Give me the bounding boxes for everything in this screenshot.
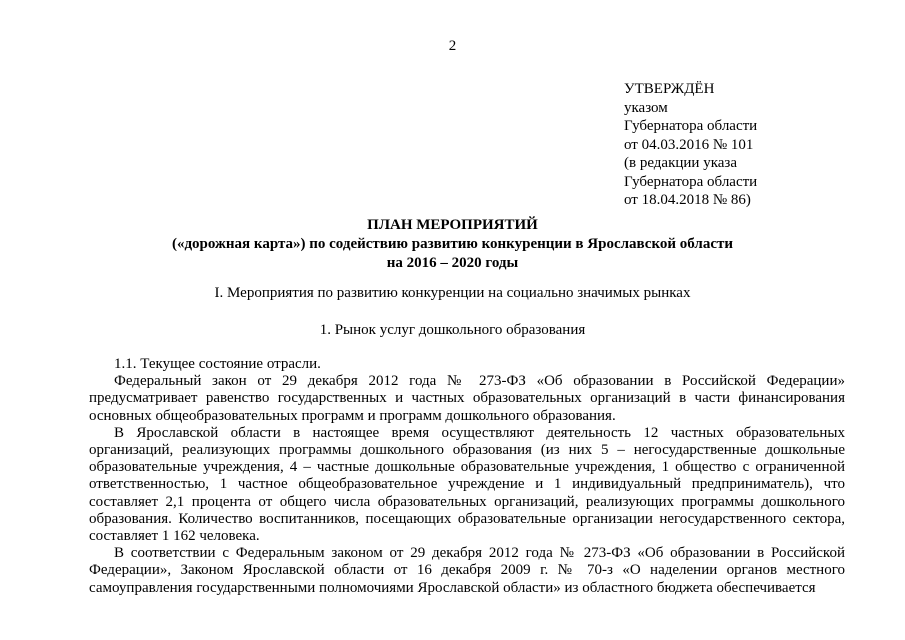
subsection-heading: 1. Рынок услуг дошкольного образования [319,322,586,338]
paragraph: В соответствии с Федеральным законом от 29 декабря 2012 года № 273-ФЗ «Об образовании в Российской Федерации», Законом Ярославской области от 16 декабря 2009 г. № 70-з «О наделении органов местного самоуправления государственными полномочиями Ярославской области» из областного бюджета обеспечивается [89,545,845,596]
section-heading: I. Мероприятия по развитию конкуренции на социально значимых рынках [214,285,691,301]
paragraph: 1.1. Текущее состояние отрасли. [114,356,321,372]
approval-line: указом [624,99,668,116]
approval-line: Губернатора области [624,118,758,134]
approval-line: УТВЕРЖДЁН [624,81,715,97]
body-text [89,356,845,597]
title-line: ПЛАН МЕРОПРИЯТИЙ [367,217,538,233]
title-line: («дорожная карта») по содействию развитию конкуренции в Ярославской области [171,236,734,252]
approval-line: от 04.03.2016 № 101 [624,136,754,153]
approval-line: (в редакции указа [624,155,737,171]
page-number: 2 [448,38,457,54]
document-title [0,216,905,273]
paragraph: Федеральный закон от 29 декабря 2012 года № 273-ФЗ «Об образовании в Российской Федерации» предусматривает равенство государственных и частных образовательных организаций в части финансирования основных общеобразовательных программ и программ дошкольного образования. [89,373,845,424]
title-line: на 2016 – 2020 годы [386,255,519,271]
approval-stamp [624,80,757,210]
approval-line: Губернатора области [624,173,758,190]
paragraph: В Ярославской области в настоящее время осуществляют деятельность 12 частных образовательных организаций, реализующих программы дошкольного образования (из них 5 – негосударственные дошкольные образовательные учреждения, 4 – частные дошкольные образовательные учреждения, 1 общество с ограниченной ответственностью, 1 частное общеобразовательное учреждение и 1 индивидуальный предприниматель), что составляет 2,1 процента от общего числа образовательных организаций, реализующих программы дошкольного образования. Количество воспитанников, посещающих образовательные организации негосударственного сектора, составляет 1 162 человека. [89,424,845,545]
approval-line: от 18.04.2018 № 86) [624,192,751,208]
